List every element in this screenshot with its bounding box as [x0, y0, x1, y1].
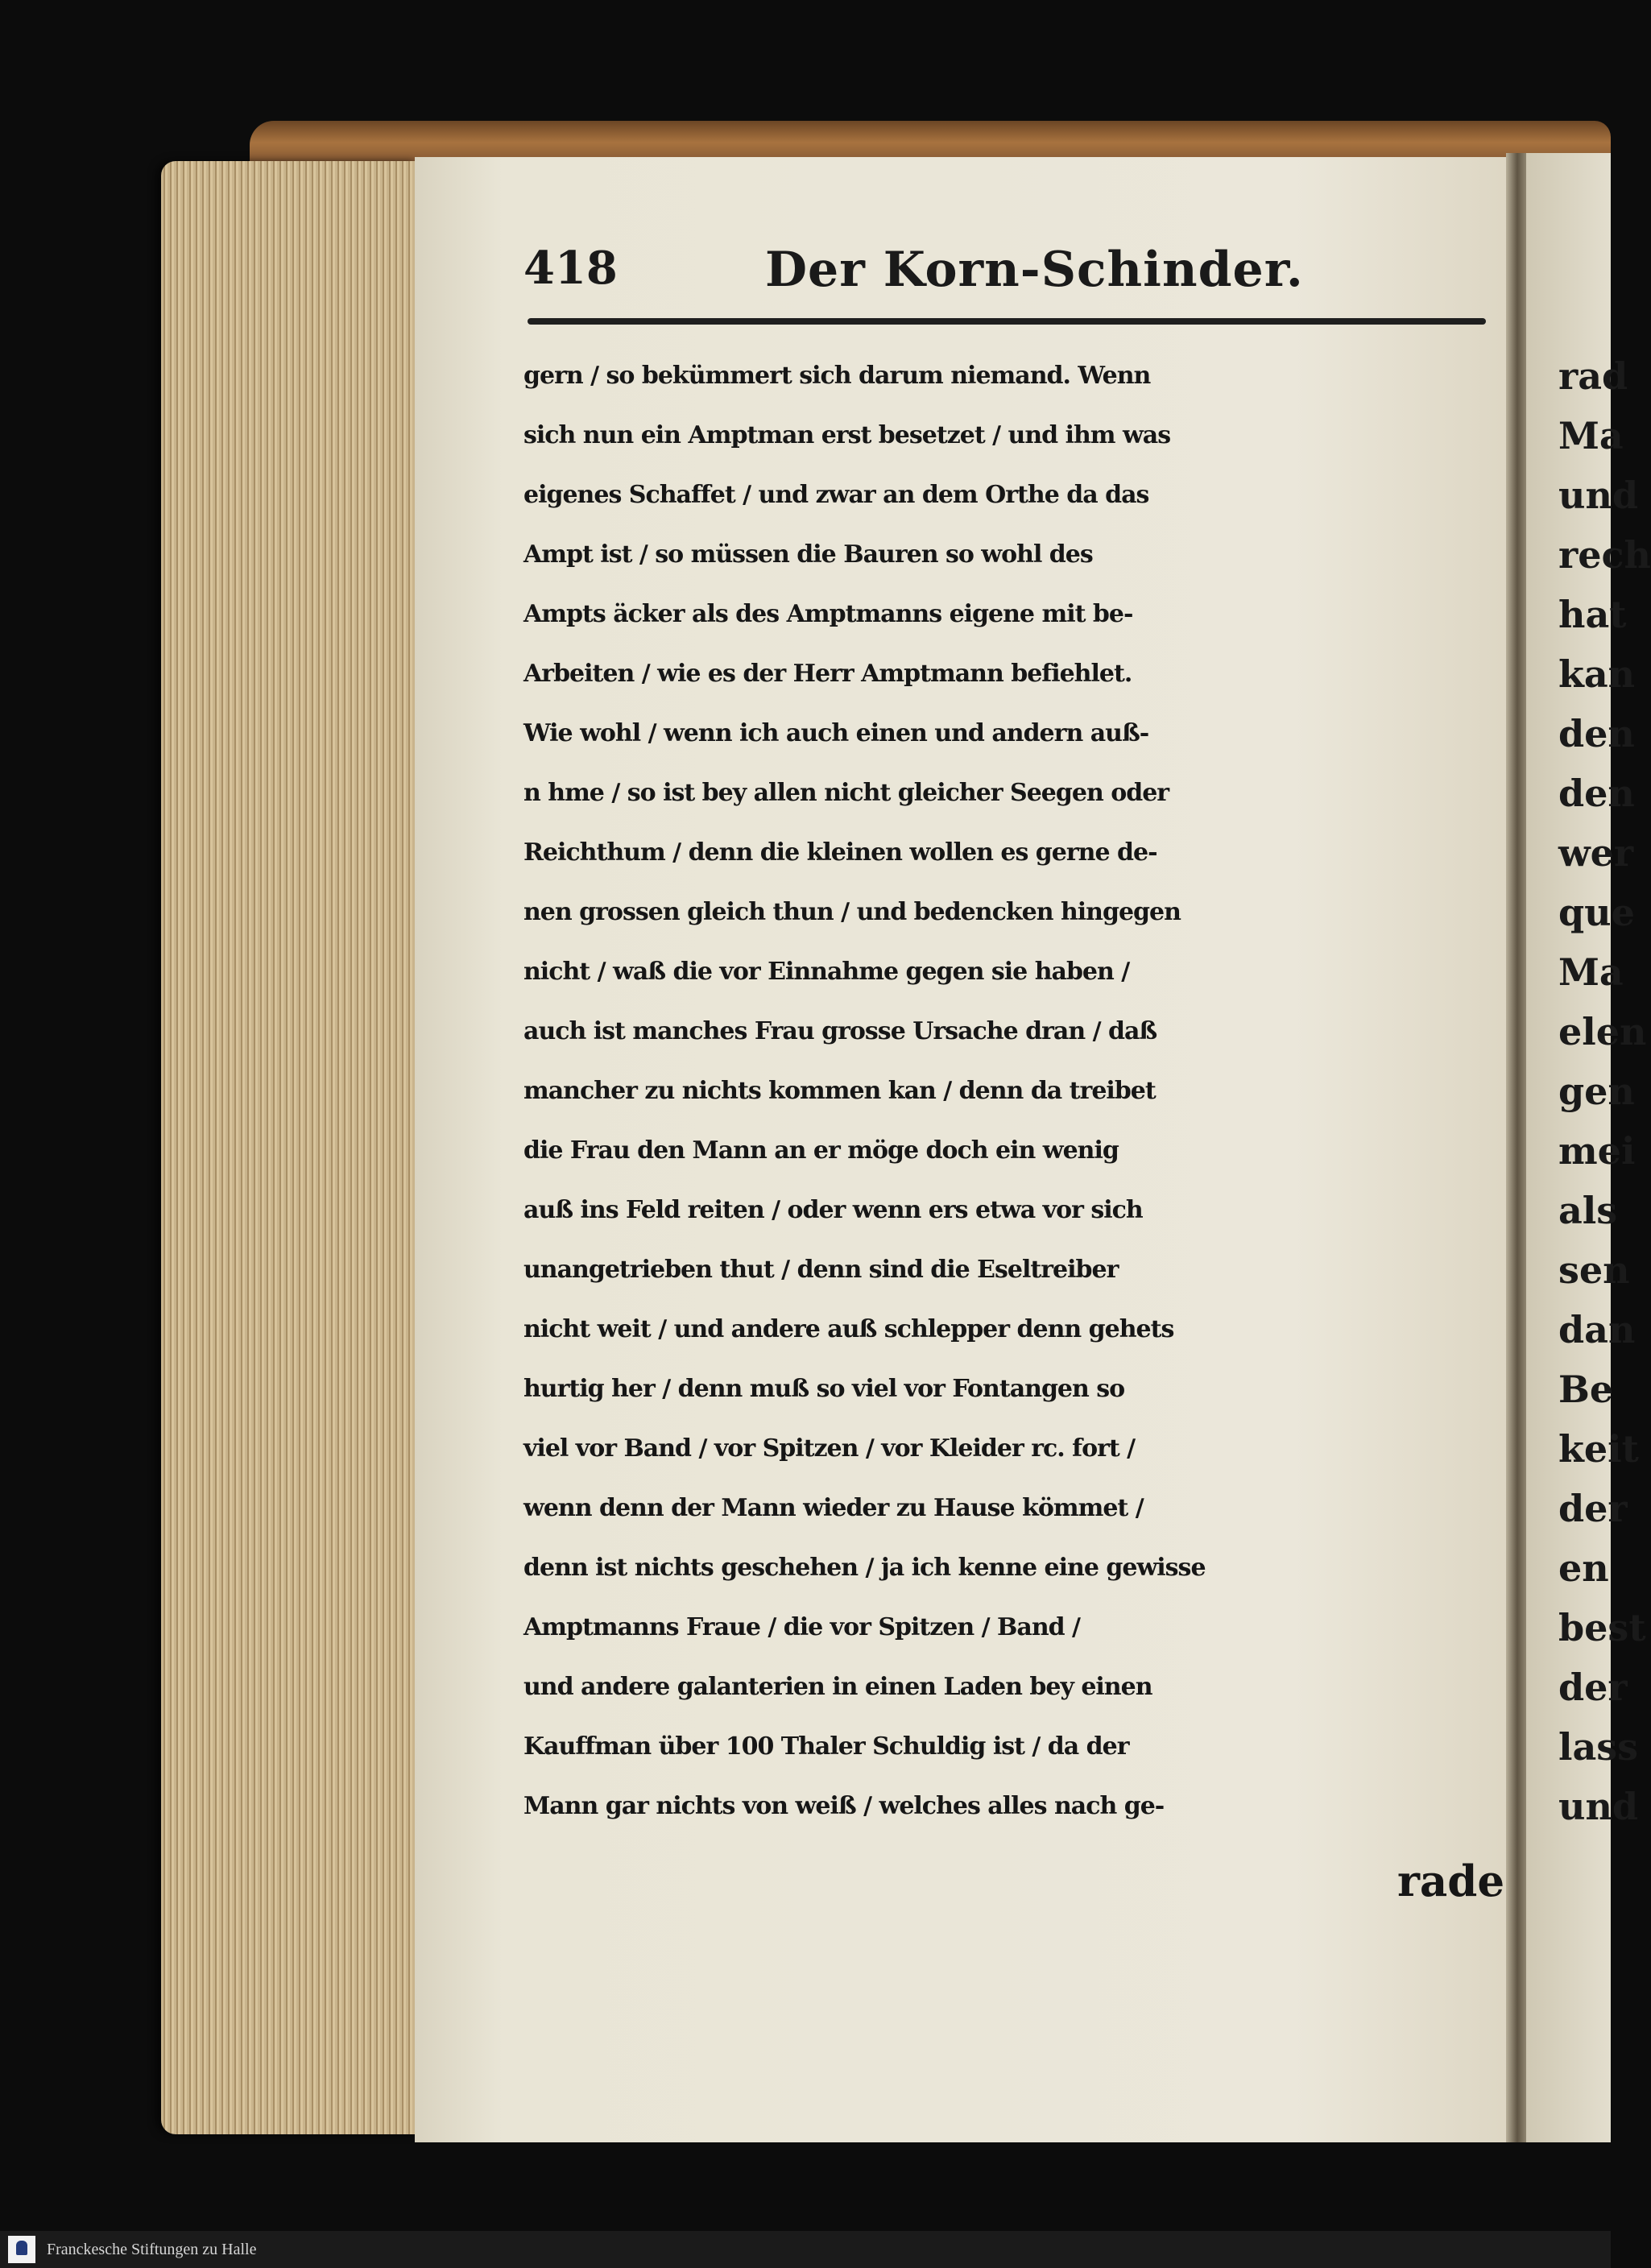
text-line: eigenes Schaffet / und zwar an dem Orthe da das: [523, 481, 1149, 509]
text-line: mancher zu nichts kommen kan / denn da treibet: [523, 1077, 1156, 1105]
text-line: Kauffman über 100 Thaler Schuldig ist / da der: [523, 1732, 1129, 1761]
facing-page-line: Be: [1558, 1368, 1614, 1411]
facing-page-line: gen: [1558, 1070, 1635, 1113]
facing-page-line: en: [1558, 1546, 1609, 1590]
text-line: Amptmanns Fraue / die vor Spitzen / Band /: [523, 1613, 1081, 1641]
text-line: die Frau den Mann an er möge doch ein wenig: [523, 1136, 1119, 1165]
institution-logo-icon: [8, 2236, 35, 2263]
facing-page-line: sen: [1558, 1248, 1630, 1292]
footer-bar: [0, 2231, 1611, 2268]
facing-page-line: keit: [1558, 1427, 1639, 1471]
text-line: Reichthum / denn die kleinen wollen es gerne de-: [523, 838, 1157, 867]
facing-page-line: lass: [1558, 1725, 1639, 1769]
text-line: auch ist manches Frau grosse Ursache dran / daß: [523, 1017, 1157, 1045]
facing-page-line: rad: [1558, 354, 1628, 398]
facing-page-line: hat: [1558, 593, 1627, 636]
running-head: Der Korn-Schinder.: [765, 242, 1304, 298]
gutter: [1506, 153, 1529, 2142]
facing-page-line: den: [1558, 712, 1635, 755]
text-line: Ampt ist / so müssen die Bauren so wohl des: [523, 540, 1093, 569]
text-line: und andere galanterien in einen Laden bey einen: [523, 1673, 1152, 1701]
text-line: hurtig her / denn muß so viel vor Fontangen so: [523, 1375, 1125, 1403]
text-line: viel vor Band / vor Spitzen / vor Kleider rc. fort /: [523, 1434, 1136, 1463]
facing-page-line: dan: [1558, 1308, 1636, 1351]
text-block: [523, 346, 1490, 1836]
facing-page-line: wer: [1558, 831, 1634, 875]
text-line: n hme / so ist bey allen nicht gleicher Seegen oder: [523, 779, 1169, 807]
text-line: wenn denn der Mann wieder zu Hause kömmet /: [523, 1494, 1144, 1522]
facing-page-line: que: [1558, 891, 1635, 934]
facing-page-line: Ma: [1558, 950, 1624, 994]
facing-page-line: rech: [1558, 533, 1651, 577]
page-edges: [161, 161, 419, 2134]
text-line: auß ins Feld reiten / oder wenn ers etwa vor sich: [523, 1196, 1143, 1224]
catchword: rade: [1397, 1856, 1505, 1906]
facing-page-line: best: [1558, 1606, 1646, 1649]
text-line: nicht / waß die vor Einnahme gegen sie haben /: [523, 958, 1130, 986]
facing-page-line: als: [1558, 1189, 1618, 1232]
text-line: Mann gar nichts von weiß / welches alles nach ge-: [523, 1792, 1165, 1820]
facing-page-line: Ma: [1558, 414, 1624, 457]
facing-page-line: der: [1558, 1487, 1628, 1530]
text-line: Wie wohl / wenn ich auch einen und andern auß-: [523, 719, 1149, 747]
facing-page-line: den: [1558, 772, 1635, 815]
facing-page-line: elen: [1558, 1010, 1647, 1053]
page-header: [523, 242, 1490, 306]
text-line: unangetrieben thut / denn sind die Eseltreiber: [523, 1256, 1119, 1284]
text-line: Arbeiten / wie es der Herr Amptmann befiehlet.: [523, 660, 1132, 688]
header-rule: [528, 318, 1486, 325]
text-line: gern / so bekümmert sich darum niemand. Wenn: [523, 362, 1151, 390]
text-line: Ampts äcker als des Amptmanns eigene mit be-: [523, 600, 1133, 628]
facing-page-line: mei: [1558, 1129, 1636, 1173]
page-number: 418: [523, 242, 618, 295]
text-line: sich nun ein Amptman erst besetzet / und ihm was: [523, 421, 1171, 449]
text-line: nicht weit / und andere auß schlepper denn gehets: [523, 1315, 1174, 1343]
text-line: denn ist nichts geschehen / ja ich kenne eine gewisse: [523, 1554, 1206, 1582]
facing-page-line: der: [1558, 1666, 1628, 1709]
facing-page-line: und: [1558, 474, 1639, 517]
facing-page-line: kan: [1558, 652, 1636, 696]
facing-page-line: und: [1558, 1785, 1639, 1828]
footer-institution: Franckesche Stiftungen zu Halle: [47, 2241, 257, 2258]
text-line: nen grossen gleich thun / und bedencken hingegen: [523, 898, 1181, 926]
